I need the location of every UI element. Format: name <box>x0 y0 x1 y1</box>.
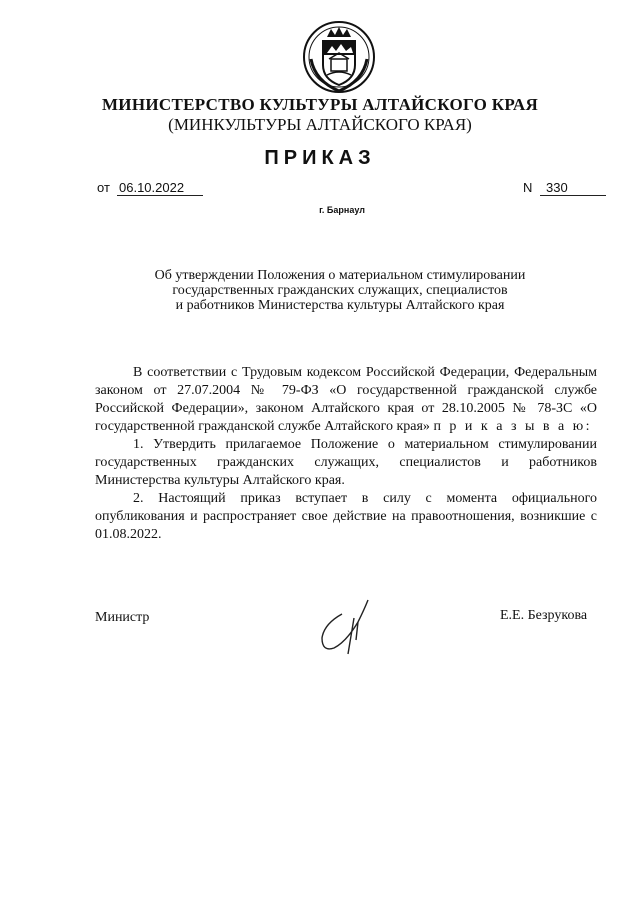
ministry-short-name: (МИНКУЛЬТУРЫ АЛТАЙСКОГО КРАЯ) <box>168 115 472 134</box>
city: г. Барнаул <box>319 205 365 215</box>
handwritten-signature-icon <box>318 596 372 658</box>
number-label: N <box>523 180 533 195</box>
document-subject <box>120 268 560 313</box>
document-number: 330 <box>540 180 606 196</box>
subject-line: и работников Министерства культуры Алтайского края <box>175 298 505 313</box>
signatory-name: Е.Е. Безрукова <box>500 608 588 623</box>
preamble-text: В соответствии с Трудовым кодексом Российской Федерации, Федеральным законом от 27.07.2004 № 79-ФЗ «О государственной гражданской службе Российской Федерации», законом Алтайского края от 28.10.2005 № 78-ЗС «О государственной гражданской службе Алтайского края» <box>95 365 597 434</box>
subject-line: Об утверждении Положения о материальном стимулировании <box>154 268 526 283</box>
document-body <box>95 364 597 544</box>
date-label: от <box>97 180 110 195</box>
signatory-role: Министр <box>95 610 150 625</box>
order-word: п р и к а з ы в а ю: <box>433 419 593 434</box>
ministry-name: МИНИСТЕРСТВО КУЛЬТУРЫ АЛТАЙСКОГО КРАЯ <box>101 95 539 114</box>
preamble-paragraph <box>95 364 597 436</box>
document-date: 06.10.2022 <box>117 180 203 196</box>
order-item-1: 1. Утвердить прилагаемое Положение о материальном стимулировании государственных гражданских служащих, специалистов и работников Министерства культуры Алтайского края. <box>95 437 597 488</box>
order-item-2: 2. Настоящий приказ вступает в силу с момента официального опубликования и распространяет свое действие на правоотношения, возникшие с 01.08.2022. <box>95 491 597 542</box>
document-type: ПРИКАЗ <box>264 147 376 169</box>
coat-of-arms-icon <box>301 19 377 95</box>
subject-line: государственных гражданских служащих, специалистов <box>172 283 508 298</box>
